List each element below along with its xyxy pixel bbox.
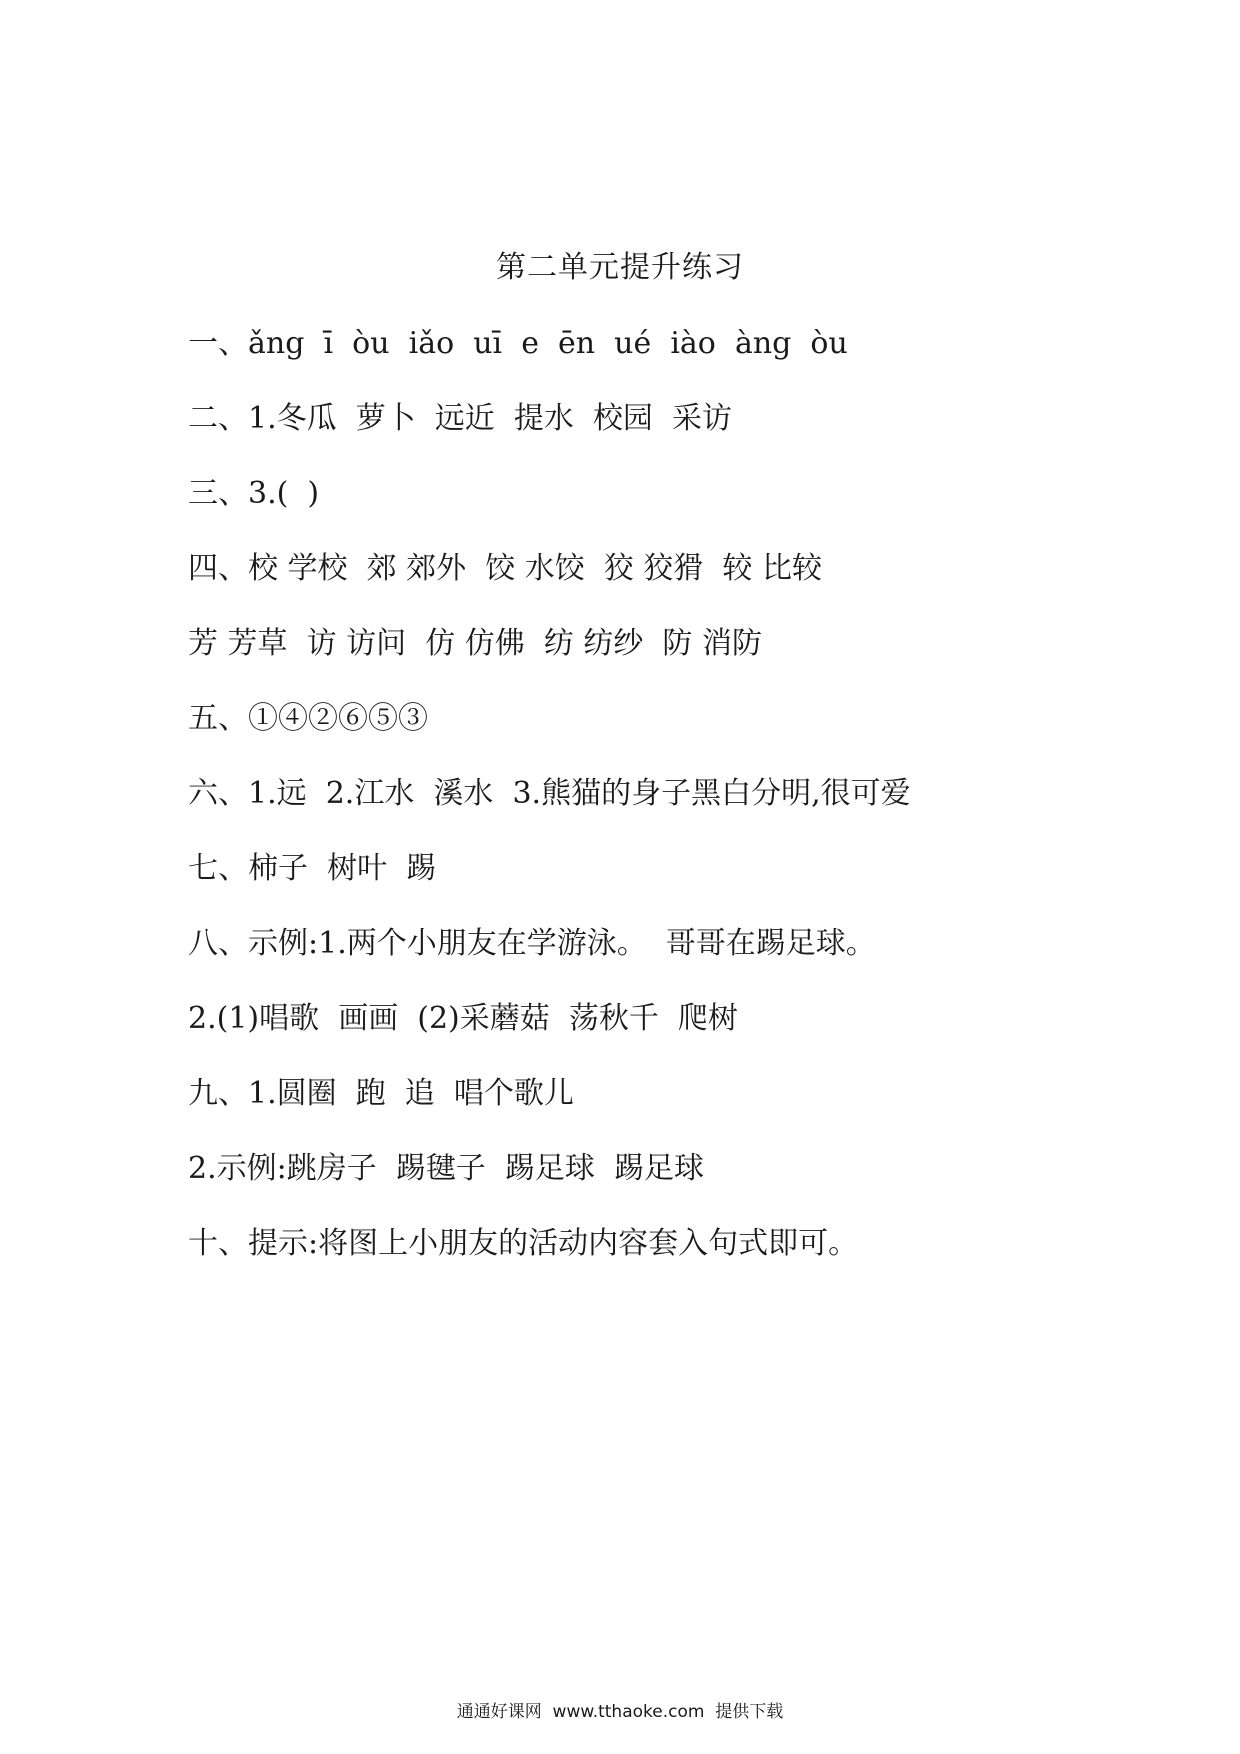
answer-line-4: 四、校 学校 郊 郊外 饺 水饺 狡 狡猾 较 比较 (188, 551, 822, 586)
answer-line-8: 七、柿子 树叶 踢 (188, 851, 437, 886)
answer-line-12: 2.示例:跳房子 踢毽子 踢足球 踢足球 (188, 1151, 704, 1186)
page-title: 第二单元提升练习 (496, 250, 744, 285)
answer-line-6: 五、①④②⑥⑤③ (188, 701, 428, 736)
answer-line-5: 芳 芳草 访 访问 仿 仿佛 纺 纺纱 防 消防 (188, 626, 762, 661)
answer-line-2: 二、1.冬瓜 萝卜 远近 提水 校园 采访 (188, 401, 732, 436)
answer-line-9: 八、示例:1.两个小朋友在学游泳。 哥哥在踢足球。 (188, 926, 876, 961)
answer-line-3: 三、3.( ) (188, 476, 320, 511)
answer-line-11: 九、1.圆圈 跑 追 唱个歌儿 (188, 1076, 574, 1111)
answer-line-1: 一、ǎng ī òu iǎo uī e ēn ué iào àng òu (188, 326, 848, 361)
answer-line-13: 十、提示:将图上小朋友的活动内容套入句式即可。 (188, 1226, 859, 1261)
answer-line-7: 六、1.远 2.江水 溪水 3.熊猫的身子黑白分明,很可爱 (188, 776, 911, 811)
footer-credit: 通通好课网 www.tthaoke.com 提供下载 (456, 1702, 784, 1722)
answer-line-10: 2.(1)唱歌 画画 (2)采蘑菇 荡秋千 爬树 (188, 1001, 738, 1036)
